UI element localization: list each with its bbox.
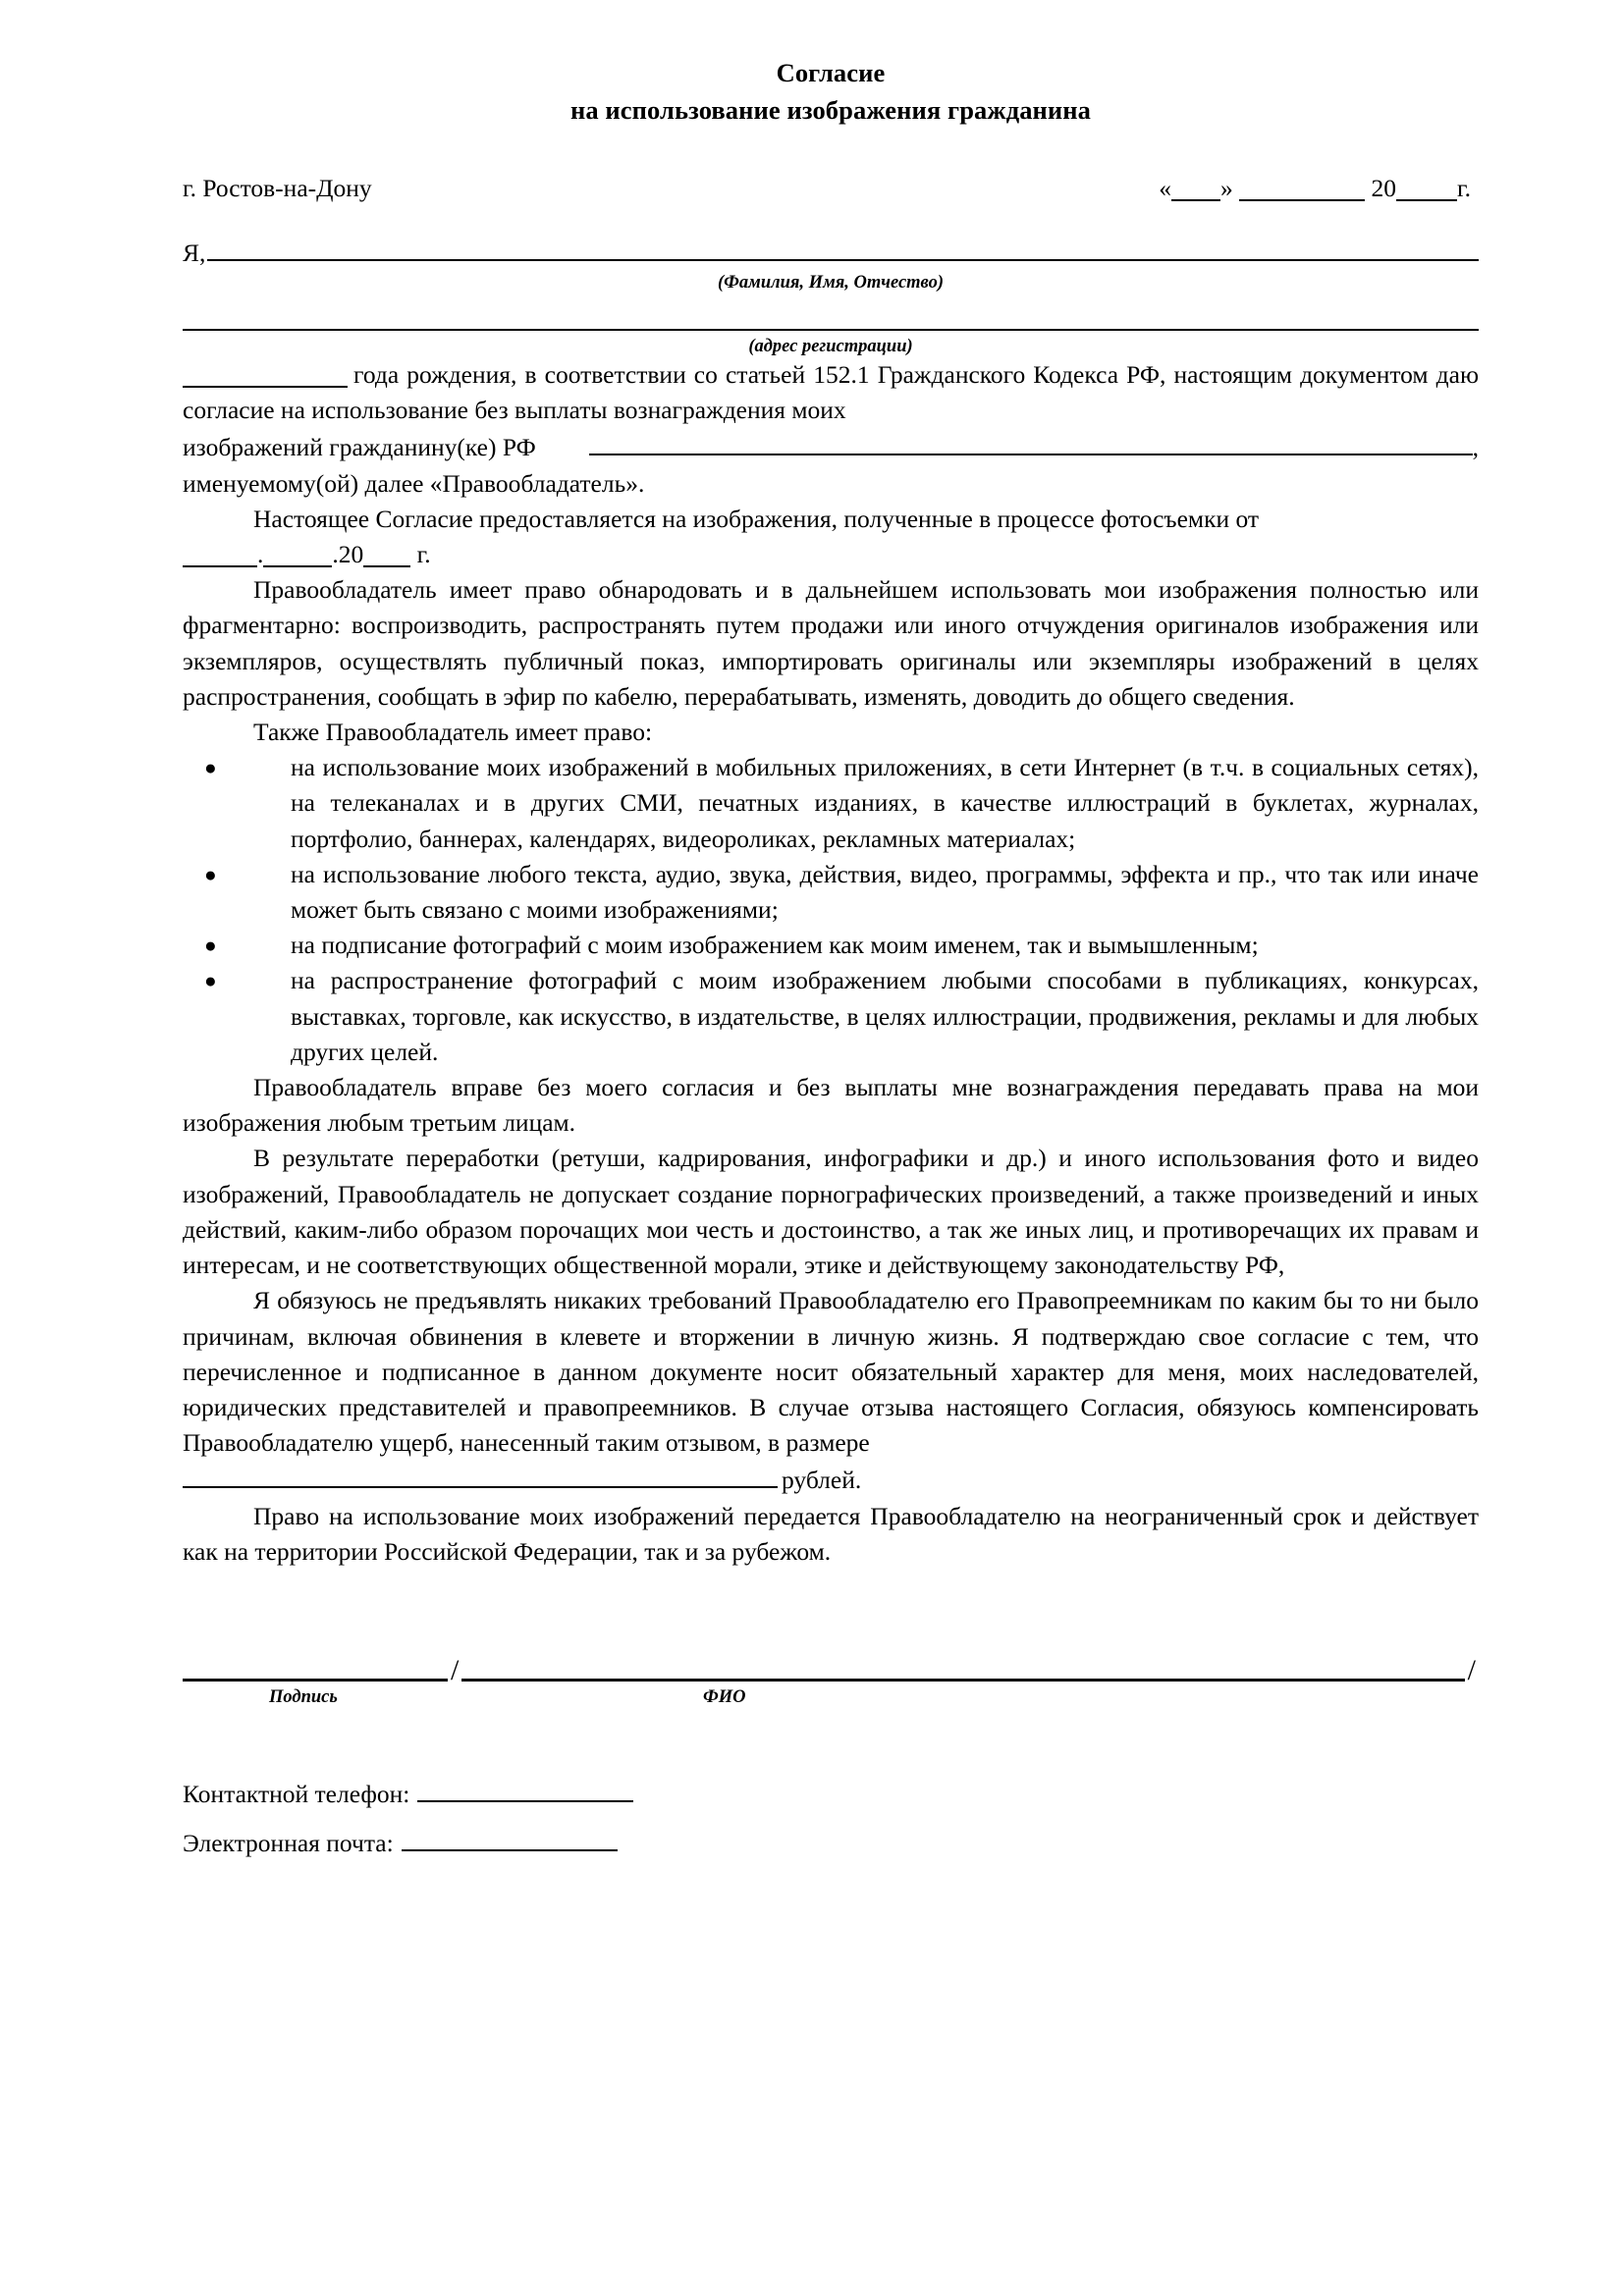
bullet-icon: ● xyxy=(204,862,217,886)
title-line-1: Согласие xyxy=(776,58,886,87)
bullet-icon: ● xyxy=(204,969,217,993)
damages-currency-label: рублей. xyxy=(782,1466,862,1495)
title-line-2: на использование изображения гражданина xyxy=(569,94,1092,125)
signature-captions xyxy=(183,1687,1479,1717)
signature-rules xyxy=(183,1653,1479,1686)
birth-and-consent-paragraph xyxy=(183,357,1479,428)
fio-caption: (Фамилия, Имя, Отчество) xyxy=(718,273,944,294)
damages-amount-blank[interactable] xyxy=(183,1461,713,1488)
no-claims-paragraph: Я обязуюсь не предъявлять никаких требований Правообладателю его Правопреемникам по каким бы то ни было причинам, включая обвинения в клевете и вторжении в личную жизнь. Я подтверждаю свое согласие с тем, что перечисленное и подписанное в данном документе носит обязательный характер для меня, моих наследователей, юридических представителей и правопреемников. В случае отзыва настоящего Согласия, обязуюсь компенсировать Правообладателю ущерб, нанесенный таким отзывом, в размере xyxy=(183,1286,1479,1458)
holder-rights-paragraph: Правообладатель имеет право обнародовать и в дальнейшем использовать мои изображения полностью или фрагментарно: воспроизводить, распространять путем продажи или иного отчуждения оригиналов изображения или экземпляров, осуществлять публичный показ, импортировать оригиналы или экземпляры изображений в целях распространения, сообщать в эфир по кабелю, перерабатывать, изменять, доводить до общего сведения. xyxy=(183,575,1479,711)
list-item-text: на использование моих изображений в мобильных приложениях, в сети Интернет (в т.ч. в социальных сетях), на телеканалах и в других СМИ, печатных изданиях, в качестве иллюстраций в буклетах, журналах, портфолио, баннерах, календарях, видеороликах, рекламных материалах; xyxy=(291,753,1479,853)
date-open-quote: « xyxy=(1159,174,1172,203)
list-item-text: на распространение фотографий с моим изображением любыми способами в публикациях, конкурсах, выставках, торговле, как искусство, в издательстве, в целях иллюстрации, продвижения, рекламы и для любых других целей. xyxy=(291,966,1479,1066)
signature-fio-blank[interactable] xyxy=(461,1679,1464,1682)
photo-year-blank[interactable] xyxy=(363,540,410,567)
photo-year-prefix: 20 xyxy=(338,540,364,569)
birth-year-blank[interactable] xyxy=(183,360,348,388)
i-label: Я, xyxy=(183,239,206,268)
date-month-blank[interactable] xyxy=(1239,174,1365,201)
consent-scope-paragraph: Настоящее Согласие предоставляется на изображения, полученные в процессе фотосъемки от xyxy=(253,504,1260,533)
photo-date-line: . .20 г. xyxy=(183,537,1479,572)
grantee-comma: , xyxy=(1472,433,1479,462)
also-rights-header: Также Правообладатель имеет право: xyxy=(253,718,653,747)
photo-day-blank[interactable] xyxy=(183,540,257,567)
city-date-row xyxy=(183,174,1479,203)
signature-fio-caption: ФИО xyxy=(703,1687,746,1708)
list-item xyxy=(183,857,1479,928)
damages-amount-blank-secondary[interactable] xyxy=(713,1461,778,1488)
date-year-suffix: г. xyxy=(1457,174,1471,203)
email-label: Электронная почта: xyxy=(183,1828,394,1857)
phone-row xyxy=(183,1770,1479,1819)
list-item xyxy=(183,750,1479,857)
date-stamp xyxy=(1159,174,1479,203)
signature-block xyxy=(183,1653,1479,1717)
date-day-blank[interactable] xyxy=(1171,174,1220,201)
list-item-text: на подписание фотографий с моим изображением как моим именем, так и вымышленным; xyxy=(291,931,1259,960)
phone-label: Контактной телефон: xyxy=(183,1780,410,1809)
date-year-prefix: 20 xyxy=(1371,174,1397,203)
contacts-block xyxy=(183,1770,1479,1867)
email-row xyxy=(183,1819,1479,1868)
birth-consent-text: года рождения, в соответствии со статьей 152.1 Гражданского Кодекса РФ, настоящим документом даю согласие на использование без выплаты вознаграждения моих xyxy=(183,360,1479,425)
bullet-icon: ● xyxy=(204,934,217,958)
date-year-blank[interactable] xyxy=(1396,174,1457,201)
processing-limits-paragraph: В результате переработки (ретуши, кадрирования, инфографики и др.) и иного использования фото и видео изображений, Правообладатель не допускает создание порнографических произведений, а также произведений и иных действий, каким-либо образом порочащих мои честь и достоинство, а так же иных лиц, и противоречащих их правам и интересам, и не соответствующих общественной морали, этике и действующему законодательству РФ, xyxy=(183,1144,1479,1280)
signature-slash: / xyxy=(451,1653,460,1686)
email-input-blank[interactable] xyxy=(402,1824,618,1851)
page-title xyxy=(183,55,1479,129)
rights-list xyxy=(183,750,1479,1070)
bullet-icon: ● xyxy=(204,756,217,780)
photo-date-tail: г. xyxy=(416,540,431,569)
transfer-rights-paragraph: Правообладатель вправе без моего согласия и без выплаты мне вознаграждения передавать права на мои изображения любым третьим лицам. xyxy=(183,1073,1479,1138)
city-label: г. Ростов-на-Дону xyxy=(183,174,372,203)
date-close-quote: » xyxy=(1220,174,1233,203)
photo-month-blank[interactable] xyxy=(263,540,332,567)
grantee-line xyxy=(183,428,1479,465)
list-item xyxy=(183,963,1479,1070)
term-paragraph: Право на использование моих изображений передается Правообладателю на неограниченный срок и действует как на территории Российской Федерации, так и за рубежом. xyxy=(183,1501,1479,1566)
signature-caption: Подпись xyxy=(269,1687,338,1708)
damages-amount-line xyxy=(183,1461,1479,1498)
fio-input-row xyxy=(183,233,1479,268)
grantee-blank[interactable] xyxy=(589,428,1473,455)
list-item-text: на использование любого текста, аудио, звука, действия, видео, программы, эффекта и пр., что так или иначе может быть связано с моими изображениями; xyxy=(291,859,1479,925)
document-body xyxy=(183,357,1479,1570)
grantee-prefix: изображений гражданину(ке) РФ xyxy=(183,433,536,462)
fio-blank[interactable] xyxy=(207,233,1479,261)
holder-alias-line: именуемому(ой) далее «Правообладатель». xyxy=(183,468,645,498)
signature-slash-end: / xyxy=(1467,1653,1476,1686)
signature-blank[interactable] xyxy=(183,1679,448,1682)
list-item xyxy=(183,928,1479,963)
address-blank[interactable] xyxy=(183,329,1479,331)
phone-input-blank[interactable] xyxy=(417,1776,633,1803)
address-caption: (адрес регистрации) xyxy=(748,337,913,357)
